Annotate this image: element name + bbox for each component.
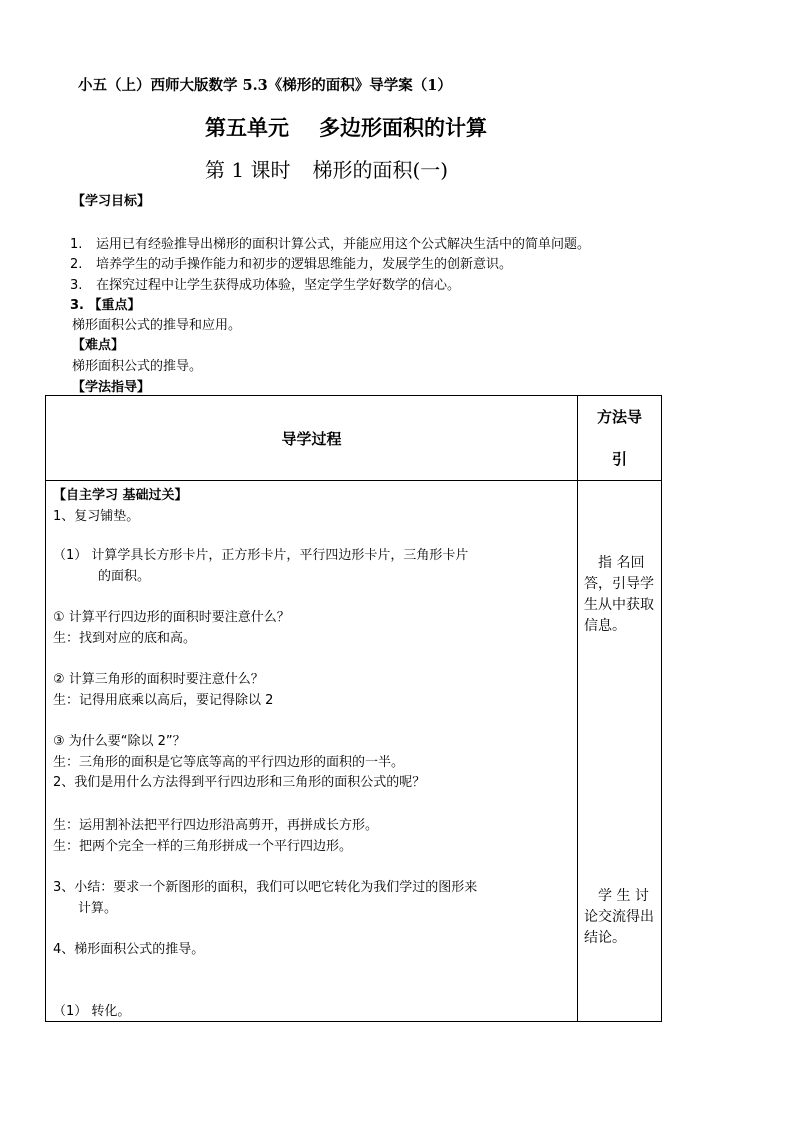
guide-process-content (46, 481, 578, 1022)
content-line: 3、小结：要求一个新图形的面积，我们可以吧它转化为我们学过的图形来 (53, 880, 478, 895)
content-line: ② 计算三角形的面积时要注意什么？ (53, 672, 264, 687)
unit-title (205, 112, 487, 142)
key-point-text: 梯形面积公式的推导和应用。 (72, 318, 242, 333)
content-line: 生：运用割补法把平行四边形沿高剪开，再拼成长方形。 (53, 818, 379, 833)
content-line: 生：三角形的面积是它等底等高的平行四边形的面积的一半。 (53, 755, 405, 770)
content-line: 生：把两个完全一样的三角形拼成一个平行四边形。 (53, 839, 353, 854)
content-line: 1、复习铺垫。 (53, 509, 140, 524)
difficulty-text: 梯形面积公式的推导。 (72, 359, 203, 374)
method-heading: 【学法指导】 (72, 380, 151, 395)
objectives-heading: 【学习目标】 (72, 194, 151, 209)
content-line: 生：记得用底乘以高后，要记得除以 2 (53, 693, 274, 708)
content-line: 2、我们是用什么方法得到平行四边形和三角形的面积公式的呢？ (53, 775, 426, 790)
table-header-row (46, 396, 662, 481)
content-line: 生：找到对应的底和高。 (53, 631, 197, 646)
key-point-heading: 3. 【重点】 (70, 298, 141, 313)
table-body-row (46, 481, 662, 1022)
content-line: （1） 计算学具长方形卡片，正方形卡片，平行四边形卡片，三角形卡片 (53, 548, 469, 563)
content-line: ③ 为什么要“除以 2”？ (53, 734, 186, 749)
section-heading: 【自主学习 基础过关】 (53, 488, 188, 503)
content-line: 4、梯形面积公式的推导。 (53, 942, 205, 957)
objective-item: 3. 在探究过程中让学生获得成功体验，坚定学生学好数学的信心。 (70, 278, 461, 293)
method-guide-header: 方法导 引 (578, 396, 662, 481)
content-line: ① 计算平行四边形的面积时要注意什么？ (53, 610, 290, 625)
lesson-name: 梯形的面积(一) (312, 158, 449, 182)
method-note: 学 生 讨论交流得出结论。 (584, 888, 654, 946)
guide-table (45, 395, 662, 1022)
unit-name: 多边形面积的计算 (319, 115, 487, 140)
guide-process-header: 导学过程 (46, 396, 578, 481)
content-line: （1） 转化。 (53, 1004, 131, 1019)
method-note: 指 名回答，引导学生从中获取信息。 (584, 555, 654, 634)
method-guide-content (578, 481, 662, 1022)
content-line: 计算。 (78, 901, 118, 916)
difficulty-heading: 【难点】 (72, 338, 125, 353)
objective-item: 2. 培养学生的动手操作能力和初步的逻辑思维能力，发展学生的创新意识。 (70, 257, 513, 272)
content-line: 的面积。 (98, 569, 151, 584)
document-header: 小五（上）西师大版数学 5.3《梯形的面积》导学案（1） (78, 77, 452, 94)
unit-number: 第五单元 (205, 115, 289, 140)
lesson-number: 第 1 课时 (205, 158, 291, 182)
objective-item: 1. 运用已有经验推导出梯形的面积计算公式，并能应用这个公式解决生活中的简单问题。 (70, 237, 591, 252)
lesson-title (205, 154, 448, 183)
